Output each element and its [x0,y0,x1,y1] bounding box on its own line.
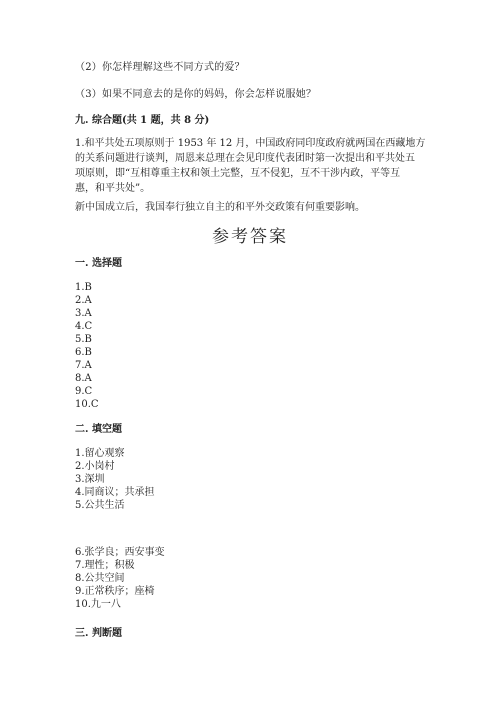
list-item: 9.正常秩序；座椅 [75,586,155,597]
list-item: 4.C [75,321,93,332]
list-item: 1.留心观察 [75,448,125,459]
list-item: 10.九一八 [75,599,121,610]
list-item: 6.B [75,347,92,358]
question-2: （2）你怎样理解这些不同方式的爱？ [75,62,245,73]
list-item: 8.A [75,373,92,384]
list-item: 10.C [75,399,99,410]
question-3: （3）如果不同意去的是你的妈妈，你会怎样说服她？ [75,89,317,100]
answers-title: 参考答案 [212,227,288,247]
list-item: 7.理性；积极 [75,560,135,571]
list-item: 3.深圳 [75,474,105,485]
choice-answer-list [75,281,430,411]
list-item: 2.A [75,295,92,306]
section-9-title: 九. 综合题(共 1 题，共 8 分) [75,115,210,126]
section-9-prompt: 新中国成立后，我国奉行独立自主的和平外交政策有何重要影响。 [75,202,365,213]
paragraph-line: 1.和平共处五项原则于 1953 年 12 月，中国政府同印度政府就两国在西藏地方 [75,138,426,149]
fill-section-title: 二. 填空题 [75,424,122,435]
paragraph-line: 惠，和平共处”。 [75,183,151,194]
list-item: 7.A [75,360,92,371]
paragraph-line: 项原则，即“互相尊重主权和领土完整，互不侵犯，互不干涉内政，平等互 [75,168,401,179]
list-item: 5.B [75,334,92,345]
section-9-paragraph [75,136,430,196]
paragraph-line: 的关系问题进行谈判，周恩来总理在会见印度代表团时第一次提出和平共处五 [75,153,415,164]
list-item: 5.公共生活 [75,500,125,511]
judge-section-title: 三. 判断题 [75,628,122,639]
list-item: 1.B [75,282,92,293]
list-item: 2.小岗村 [75,461,115,472]
list-item: 6.张学良；西安事变 [75,547,165,558]
choice-section-title: 一. 选择题 [75,258,122,269]
list-item: 8.公共空间 [75,573,125,584]
list-item: 9.C [75,386,93,397]
list-item: 3.A [75,308,92,319]
list-item: 4.同商议；共承担 [75,487,155,498]
fill-answer-list-a [75,447,430,512]
fill-answer-list-b [75,546,430,611]
